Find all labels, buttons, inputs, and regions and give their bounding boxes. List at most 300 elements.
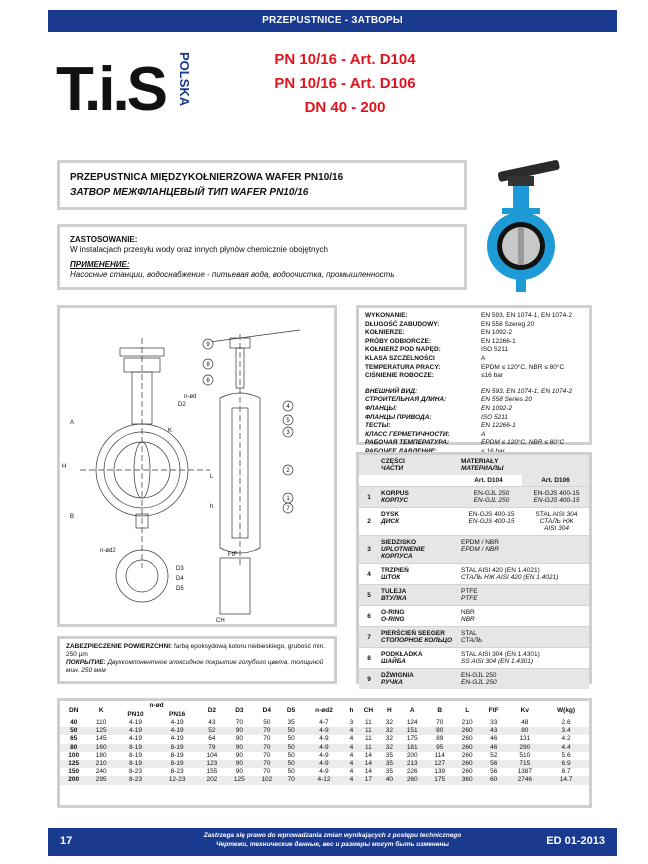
label-d3: D3 <box>176 566 184 572</box>
dims-cell: 70 <box>436 719 444 726</box>
dims-h-ch: CH <box>363 706 374 714</box>
dims-cell: 46 <box>490 735 498 743</box>
dims-cell: 35 <box>287 719 295 726</box>
spec-key: TEMPERATURA PRACY: <box>365 363 441 371</box>
dims-cell: 125 <box>95 727 107 735</box>
material-part <box>379 585 459 605</box>
dims-cell: 295 <box>95 776 107 784</box>
material-num: 7 <box>367 633 371 641</box>
part-ru: КОРПУСА <box>381 553 413 560</box>
product-headings <box>235 48 455 120</box>
mat-v2: СТАЛЬ <box>461 637 483 644</box>
spec-value: EN 12266-1 <box>481 422 516 430</box>
material-row <box>359 647 589 668</box>
material-num: 4 <box>367 570 371 578</box>
dims-h-d5: D5 <box>286 706 296 714</box>
dims-cell: 213 <box>406 760 418 768</box>
label-n-od2: n-ød2 <box>100 548 116 554</box>
dims-cell: 4-19 <box>170 719 184 726</box>
part-pl: PODKŁADKA <box>381 651 423 658</box>
material-row <box>359 507 589 535</box>
material-row <box>359 626 589 647</box>
callout-9: 9 <box>206 342 210 348</box>
dims-cell: 60 <box>490 776 498 784</box>
label-hsmall: h <box>210 504 214 510</box>
dims-cell: 8-23 <box>129 768 143 776</box>
callout-7: 7 <box>286 506 290 512</box>
specs-pl-list <box>365 312 583 381</box>
dims-cell: 11 <box>364 727 372 735</box>
heading-dn-range: DN 40 - 200 <box>304 99 386 116</box>
coating-box <box>57 636 337 684</box>
dims-cell: 70 <box>287 776 295 784</box>
dims-h-nod: n-ød <box>149 702 164 709</box>
dims-cell: 90 <box>235 743 243 751</box>
dims-h-b: B <box>437 706 443 714</box>
dims-cell: 50 <box>287 760 295 768</box>
callout-5: 5 <box>286 418 290 424</box>
callout-6: 6 <box>206 378 210 384</box>
dims-cell: 145 <box>95 735 107 743</box>
mat-v1: STAL AISI 420 (EN 1.4021) <box>461 567 540 574</box>
product-title-ru: ЗАТВОР МЕЖФЛАНЦЕВЫЙ ТИП WAFER PN10/16 <box>70 187 309 198</box>
spec-key: РАБОЧАЯ ТЕМПЕРАТУРА: <box>365 439 450 447</box>
dims-cell: 80 <box>70 743 78 751</box>
edition: ED 01-2013 <box>546 835 605 847</box>
dims-cell: 290 <box>519 743 531 751</box>
dims-cell: 200 <box>68 776 80 784</box>
dims-body <box>60 719 589 785</box>
dims-h-pn10: PN10 <box>127 711 144 718</box>
material-num: 5 <box>367 591 371 599</box>
mat-v1: NBR <box>461 609 475 616</box>
dims-cell: 4 <box>349 760 354 768</box>
dims-cell: 124 <box>406 719 418 726</box>
material-part <box>379 627 459 647</box>
label-d2: D2 <box>178 402 186 408</box>
dims-cell: 175 <box>434 776 446 784</box>
mat-v1: PTFE <box>461 588 478 595</box>
part-pl2: UPLOTNIENIE <box>381 546 425 553</box>
spec-row <box>365 388 583 397</box>
product-title-pl: PRZEPUSTNICA MIĘDZYKOŁNIERZOWA WAFER PN10/16 <box>70 172 344 183</box>
dims-cell: 40 <box>70 719 78 726</box>
spec-key: ФЛАНЦЫ: <box>365 404 398 412</box>
dims-cell: 125 <box>233 776 245 784</box>
dims-cell: 46 <box>490 743 498 751</box>
dims-cell: 510 <box>519 751 531 759</box>
dims-cell: 150 <box>68 768 80 776</box>
dims-cell: 56 <box>490 768 498 776</box>
dims-cell: 8.7 <box>561 768 571 776</box>
part-pl: PIERŚCIEŃ SEEGER <box>381 630 445 637</box>
dims-row <box>60 744 589 752</box>
mat-a2: EN-GJL 250 <box>473 497 510 504</box>
dims-cell: 4.4 <box>561 743 571 751</box>
dims-cell: 260 <box>406 776 418 784</box>
spec-value: EN 593, EN 1074-1, EN 1074-2 <box>481 312 573 319</box>
material-d106 <box>524 487 589 507</box>
mat-v2: EPDM / NBR <box>461 546 499 553</box>
material-part <box>379 564 459 584</box>
mat-a2: EN-GJS 400-15 <box>468 518 515 525</box>
dims-cell: 4 <box>349 768 354 776</box>
dims-cell: 90 <box>235 768 243 776</box>
dims-cell: 32 <box>385 743 393 751</box>
spec-key: KOŁNIERZE: <box>365 329 405 337</box>
dims-cell: 125 <box>68 760 80 768</box>
dims-cell: 4.2 <box>561 735 571 743</box>
dims-cell: 70 <box>263 735 271 743</box>
dims-row <box>60 735 589 743</box>
spec-key: DŁUGOŚĆ ZABUDOWY: <box>365 320 440 328</box>
spec-key: KLASA SZCZELNOŚCI <box>365 354 435 362</box>
materials-subheader <box>359 475 589 486</box>
mat-b3: AISI 304 <box>544 525 569 532</box>
spec-row <box>365 312 583 321</box>
dims-cell: 89 <box>436 735 444 743</box>
part-pl: TULEJA <box>381 588 407 595</box>
dims-cell: 181 <box>406 743 418 751</box>
valve-photo <box>478 160 564 300</box>
dims-h-l: L <box>465 706 470 714</box>
dims-h-d2: D2 <box>207 706 217 714</box>
material-part <box>379 648 459 668</box>
material-value <box>459 627 589 647</box>
mat-b1: EN-GJS 400-15 <box>533 490 580 497</box>
heading-d106: PN 10/16 - Art. D106 <box>274 75 416 92</box>
dims-row <box>60 776 589 784</box>
dims-cell: 70 <box>263 727 271 735</box>
part-pl: DYSK <box>381 511 400 518</box>
dims-cell: 11 <box>364 719 372 726</box>
dims-h-H: H <box>387 706 392 714</box>
logo-letters: T.i.S <box>56 55 166 124</box>
dims-cell: 90 <box>235 735 243 743</box>
dims-cell: 127 <box>434 760 446 768</box>
dims-cell: 50 <box>287 735 295 743</box>
dims-cell: 102 <box>261 776 273 784</box>
material-d106 <box>524 508 589 535</box>
coating-label-ru: ПОКРЫТИЕ: <box>66 659 106 666</box>
dims-cell: 4-9 <box>319 735 329 743</box>
dims-cell: 4 <box>349 743 354 751</box>
dims-cell: 80 <box>521 727 529 735</box>
dims-cell: 50 <box>70 727 78 735</box>
dims-row <box>60 768 589 776</box>
dims-cell: 35 <box>385 768 393 776</box>
callout-2: 2 <box>286 468 290 474</box>
material-num: 8 <box>367 654 371 662</box>
dims-cell: 260 <box>461 760 473 768</box>
callout-3: 3 <box>286 430 290 436</box>
dims-header-top <box>60 701 589 710</box>
part-ru: ШТОК <box>381 574 401 581</box>
spec-value: EN 558 Szereg 20 <box>481 320 535 328</box>
material-d104 <box>459 508 524 535</box>
dims-cell: 4 <box>349 751 354 759</box>
dims-h-h: h <box>349 706 354 714</box>
dims-cell: 50 <box>287 727 295 735</box>
material-row <box>359 486 589 507</box>
dims-cell: 40 <box>385 776 393 784</box>
dims-cell: 90 <box>235 760 243 768</box>
spec-row <box>365 414 583 423</box>
label-l: L <box>210 474 214 480</box>
spec-row <box>365 422 583 431</box>
dims-cell: 64 <box>208 735 216 743</box>
callout-8: 8 <box>206 362 210 368</box>
application-label-pl: ZASTOSOWANIE: <box>70 235 138 244</box>
dims-cell: 5.6 <box>561 751 571 759</box>
spec-value: EN 12266-1 <box>481 337 516 345</box>
materials-table <box>356 452 592 684</box>
disclaimer-ru: Чертежи, технические данные, вес и размеры могут быть изменены <box>216 841 449 848</box>
label-ch: CH <box>216 618 225 624</box>
dims-cell: 202 <box>206 776 218 784</box>
tis-logo <box>56 44 196 124</box>
mat-a1: EN-GJL 250 <box>473 490 510 497</box>
spec-row <box>365 321 583 330</box>
dims-h-ftf: FtF <box>488 706 499 714</box>
dims-cell: 90 <box>235 751 243 759</box>
application-text-ru: Насосные станции, водоснабжение - питьевая вода, водоочистка, промышленность <box>70 270 395 279</box>
dimensions-table <box>57 698 592 808</box>
dims-cell: 4-19 <box>129 719 143 726</box>
dims-cell: 79 <box>208 743 216 751</box>
dims-cell: 8-19 <box>129 760 143 768</box>
dims-cell: 260 <box>461 751 473 759</box>
spec-row <box>365 405 583 414</box>
mat-v1: EN-GJL 250 <box>461 672 497 679</box>
material-row <box>359 668 589 689</box>
dims-cell: 14 <box>364 760 372 768</box>
dims-cell: 17 <box>364 776 372 784</box>
dims-cell: 32 <box>385 735 393 743</box>
dims-cell: 50 <box>287 751 295 759</box>
logo-side-text: POLSKA <box>177 52 192 107</box>
dims-cell: 2746 <box>517 776 533 784</box>
dims-cell: 260 <box>461 768 473 776</box>
material-part <box>379 669 459 689</box>
dims-cell: 1387 <box>517 768 533 776</box>
part-pl: O-RING <box>381 609 405 616</box>
dims-cell: 155 <box>206 768 218 776</box>
dims-cell: 43 <box>490 727 498 735</box>
dims-h-dn: DN <box>69 706 79 714</box>
dims-h-k: K <box>98 706 104 714</box>
dims-cell: 260 <box>461 735 473 743</box>
dims-cell: 65 <box>70 735 78 743</box>
part-ru: ДИСК <box>381 518 400 525</box>
label-a: A <box>70 420 75 426</box>
specifications-box <box>356 305 592 445</box>
mat-head-pl: MATERIAŁY <box>461 458 499 465</box>
spec-value: EPDM ≤ 120°C, NBR ≤ 80°C <box>481 363 565 371</box>
material-value <box>459 648 589 668</box>
dims-cell: 8-19 <box>170 743 184 751</box>
application-text-pl: W instalacjach przesyłu wody oraz innych płynów chemicznie obojętnych <box>70 245 328 254</box>
material-num: 9 <box>367 675 371 683</box>
dims-cell: 70 <box>263 743 271 751</box>
dims-cell: 200 <box>406 751 418 759</box>
application-box <box>57 224 467 290</box>
mat-a1: EN-GJS 400-15 <box>468 511 515 518</box>
spec-row <box>365 372 583 381</box>
dims-cell: 4-7 <box>319 719 329 726</box>
spec-key: ТЕСТЫ: <box>365 422 391 430</box>
dims-cell: 100 <box>68 751 80 759</box>
dims-cell: 104 <box>206 751 218 759</box>
dims-cell: 226 <box>406 768 418 776</box>
dims-cell: 32 <box>385 727 393 735</box>
dims-cell: 70 <box>235 719 243 726</box>
mat-v2: PTFE <box>461 595 478 602</box>
callout-1: 1 <box>286 496 290 502</box>
page-number: 17 <box>60 835 73 847</box>
spec-row <box>365 364 583 373</box>
materials-header <box>359 455 589 475</box>
material-row <box>359 535 589 563</box>
dims-cell: 131 <box>519 735 531 743</box>
dims-cell: 11 <box>364 743 372 751</box>
dims-cell: 50 <box>263 719 271 726</box>
dims-h-pn16: PN16 <box>168 711 186 718</box>
dims-cell: 80 <box>436 727 444 735</box>
material-value <box>459 564 589 584</box>
part-pl: KORPUS <box>381 490 409 497</box>
material-part <box>379 606 459 626</box>
dims-h-a: A <box>409 706 415 714</box>
spec-row <box>365 338 583 347</box>
dims-cell: 14 <box>364 768 372 776</box>
dims-cell: 33 <box>490 719 498 726</box>
part-pl: TRZPIEŃ <box>381 567 409 574</box>
mat-b2: EN-GJS 400-15 <box>533 497 580 504</box>
dims-row <box>60 752 589 760</box>
dims-cell: 210 <box>461 719 473 726</box>
technical-drawing <box>57 305 337 627</box>
dims-h-d3: D3 <box>235 706 244 714</box>
mat-head-ru: МАТЕРИАЛЫ <box>461 465 504 472</box>
dims-cell: 70 <box>263 768 271 776</box>
callout-4: 4 <box>286 404 290 410</box>
spec-row <box>365 355 583 364</box>
footer-bar <box>48 828 617 856</box>
dims-cell: 50 <box>287 768 295 776</box>
dims-cell: 715 <box>519 760 531 768</box>
dims-cell: 14.7 <box>559 776 573 784</box>
material-part <box>379 536 459 563</box>
dims-cell: 56 <box>490 760 498 768</box>
dims-cell: 114 <box>434 751 445 759</box>
dims-cell: 8-23 <box>129 776 143 784</box>
material-row <box>359 584 589 605</box>
spec-row <box>365 396 583 405</box>
mat-v1: EPDM / NBR <box>461 539 499 546</box>
dims-cell: 70 <box>263 751 271 759</box>
header-bar <box>48 10 617 32</box>
spec-row <box>365 346 583 355</box>
dims-cell: 210 <box>95 760 107 768</box>
dims-cell: 110 <box>96 719 107 726</box>
material-num: 6 <box>367 612 371 620</box>
label-d5: D5 <box>176 586 184 592</box>
spec-value: EPDM ≤ 120°C, NBR ≤ 80°C <box>481 439 565 447</box>
spec-key: CIŚNIENIE ROBOCZE: <box>365 372 434 380</box>
part-ru: ШАЙБА <box>381 658 406 665</box>
dims-cell: 175 <box>406 735 418 743</box>
spec-row <box>365 329 583 338</box>
dims-cell: 260 <box>461 743 473 751</box>
dims-cell: 90 <box>235 727 243 735</box>
spec-key: ФЛАНЦЫ ПРИВОДА: <box>365 413 432 421</box>
dims-cell: 8-19 <box>129 743 143 751</box>
material-row <box>359 563 589 584</box>
dims-cell: 180 <box>95 751 107 759</box>
col-d106: Art. D106 <box>522 475 589 486</box>
dims-cell: 360 <box>461 776 473 784</box>
part-ru: O-RING <box>381 616 405 623</box>
dims-cell: 240 <box>95 768 107 776</box>
material-num: 3 <box>367 546 371 553</box>
dims-cell: 14 <box>364 751 372 759</box>
material-value <box>459 536 589 563</box>
coating-label-pl: ZABEZPIECZENIE POWIERZCHNI: <box>66 643 173 650</box>
label-h: H <box>62 464 67 470</box>
dims-cell: 52 <box>490 751 498 759</box>
dims-cell: 160 <box>95 743 107 751</box>
disclaimer-pl: Zastrzega się prawo do wprowadzania zmian wynikających z postępu technicznego <box>203 832 462 839</box>
part-ru: СТОПОРНОЕ КОЛЬЦО <box>381 637 453 644</box>
mat-v2: EN-GJL 250 <box>461 679 497 686</box>
dims-cell: 35 <box>385 751 393 759</box>
dims-cell: 35 <box>385 760 393 768</box>
materials-rows <box>359 486 589 689</box>
dims-cell: 4 <box>349 735 354 743</box>
spec-key: KOŁNIERZ POD NAPĘD: <box>365 346 441 354</box>
dims-cell: 4-9 <box>319 727 329 735</box>
specs-ru-list <box>365 388 583 457</box>
parts-head-pl: CZĘŚCI <box>381 458 405 465</box>
header-title: PRZEPUSTNICE - ЗАТВОРЫ <box>262 15 403 26</box>
spec-key: ВНЕШНИЙ ВИД: <box>365 387 418 395</box>
spec-row <box>365 439 583 448</box>
part-pl: DŹWIGNIA <box>381 672 414 679</box>
mat-b2: СТАЛЬ НЖ <box>539 518 574 525</box>
spec-value: ISO 5211 <box>481 346 508 354</box>
material-d104 <box>459 487 524 507</box>
label-k: K <box>168 428 173 434</box>
spec-key: КЛАСС ГЕРМЕТИЧНОСТИ: <box>365 430 450 438</box>
dims-cell: 32 <box>385 719 393 726</box>
mat-b1: STAL AISI 304 <box>535 511 578 518</box>
spec-key: СТРОИТЕЛЬНАЯ ДЛИНА: <box>365 396 447 404</box>
dims-cell: 8-19 <box>170 751 184 759</box>
dims-h-nod2: n-ød2 <box>315 706 333 714</box>
dims-cell: 4-12 <box>317 776 331 784</box>
part-ru: КОРПУС <box>381 497 409 504</box>
mat-v1: STAL AISI 304 (EN 1.4301) <box>461 651 540 658</box>
mat-v1: STAL <box>461 630 477 637</box>
dims-cell: 12-23 <box>168 776 186 784</box>
dims-cell: 43 <box>208 719 216 726</box>
dims-cell: 4-19 <box>129 727 143 735</box>
label-n-od: n-ød <box>184 394 197 400</box>
dims-h-w: W(kg) <box>557 706 576 714</box>
part-pl: SIEDZISKO <box>381 539 417 546</box>
material-num: 1 <box>367 493 371 501</box>
